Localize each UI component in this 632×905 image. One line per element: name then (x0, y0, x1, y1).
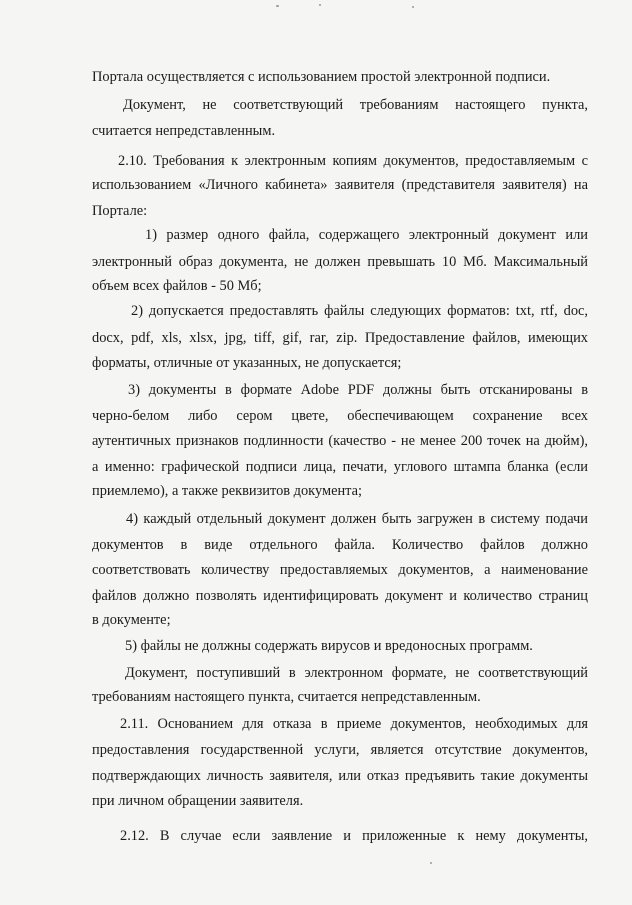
text-line: 5) файлы не должны содержать вирусов и вредоносных программ. (125, 638, 533, 654)
text-line: при личном обращении заявителя. (92, 793, 304, 809)
text-line: считается непредставленным. (92, 123, 276, 139)
text-line: Портале: (92, 203, 148, 219)
text-line: требованиям настоящего пункта, считается непредставленным. (92, 689, 481, 705)
text-line: 3) документы в формате Adobe PDF должны быть отсканированы в (128, 382, 588, 398)
text-line: подтверждающих личность заявителя, или отказ предъявить такие документы (92, 768, 588, 784)
text-line: электронный образ документа, не должен превышать 10 Мб. Максимальный (92, 254, 588, 270)
text-line: объем всех файлов - 50 Мб; (92, 278, 262, 294)
text-line: Документ, поступивший в электронном формате, не соответствующий (125, 665, 588, 681)
text-line: аутентичных признаков подлинности (качество - не менее 200 точек на дюйм), (92, 433, 588, 449)
text-line: соответствовать количеству предоставляемых документов, а наименование (92, 562, 588, 578)
text-line: документов в виде отдельного файла. Количество файлов должно (92, 537, 588, 553)
text-line: Портала осуществляется с использованием простой электронной подписи. (92, 69, 551, 85)
scan-speck (319, 4, 321, 6)
text-line: использованием «Личного кабинета» заявителя (представителя заявителя) на (92, 177, 588, 193)
text-line: форматы, отличные от указанных, не допускается; (92, 355, 402, 371)
text-line: черно-белом либо сером цвете, обеспечивающем сохранение всех (92, 408, 588, 424)
scan-speck (430, 862, 432, 864)
text-line: предоставления государственной услуги, является отсутствие документов, (92, 742, 588, 758)
scan-speck (412, 6, 414, 8)
text-line: в документе; (92, 612, 171, 628)
text-line: 1) размер одного файла, содержащего электронный документ или (145, 227, 588, 243)
text-line: а именно: графической подписи лица, печати, углового штампа бланка (если (92, 459, 588, 475)
text-line: 2) допускается предоставлять файлы следующих форматов: txt, rtf, doc, (131, 303, 588, 319)
text-line: файлов должно позволять идентифицировать документ и количество страниц (92, 588, 588, 604)
text-line: 2.12. В случае если заявление и приложенные к нему документы, (120, 828, 588, 844)
text-line: Документ, не соответствующий требованиям настоящего пункта, (123, 97, 588, 113)
text-line: 2.10. Требования к электронным копиям документов, предоставляемым с (118, 153, 588, 169)
text-line: 4) каждый отдельный документ должен быть загружен в систему подачи (126, 511, 588, 527)
text-line: приемлемо), а также реквизитов документа; (92, 483, 363, 499)
text-line: 2.11. Основанием для отказа в приеме документов, необходимых для (120, 716, 588, 732)
text-line: docx, pdf, xls, xlsx, jpg, tiff, gif, rar, zip. Предоставление файлов, имеющих (92, 330, 588, 346)
scan-speck (276, 5, 279, 7)
